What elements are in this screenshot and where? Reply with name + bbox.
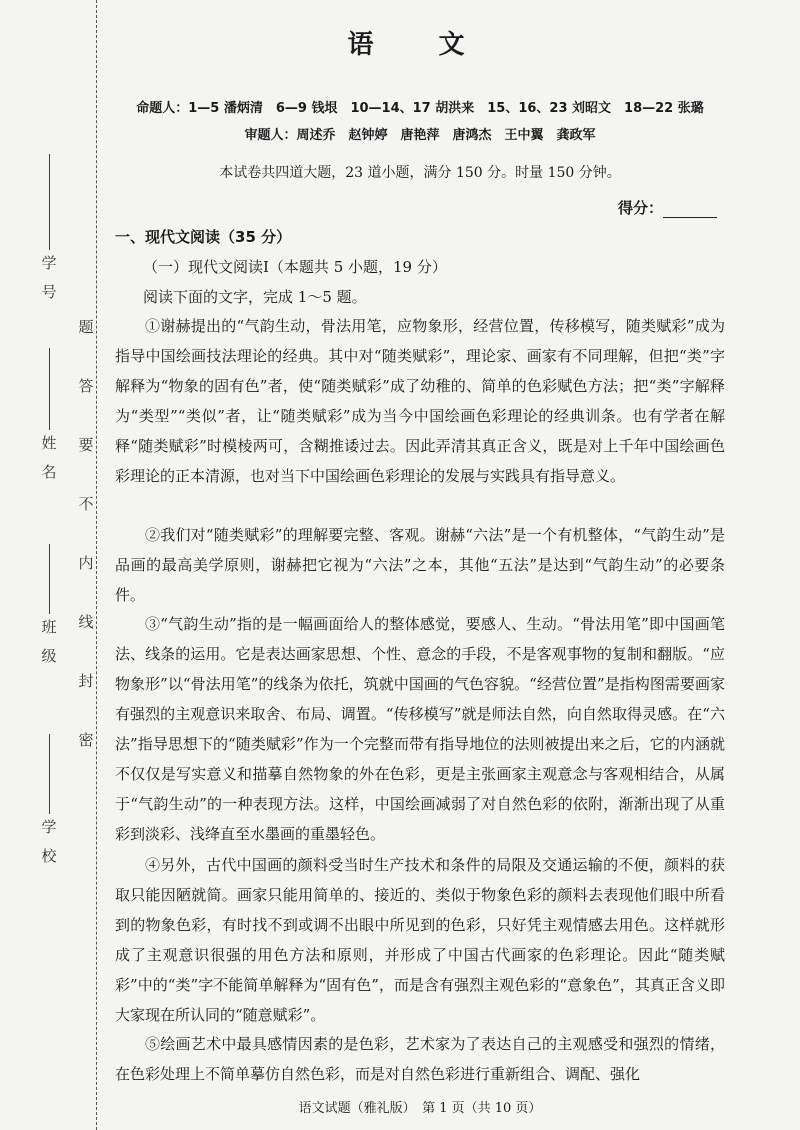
passage-paragraph-3: ③“气韵生动”指的是一幅画面给人的整体感觉，要感人、生动。“骨法用笔”即中国画笔法、线条的运用。它是表达画家思想、个性、意念的手段，不是客观事物的复制和翻版。“应物象形”以“骨法用笔”的线条为依托，筑就中国画的气色容貌。“经营位置”是指构图需要画家有强烈的主观意识来取舍、布局、调置。“传移模写”就是师法自然，向自然取得灵感。在“六法”指导思想下的“随类赋彩”作为一个完整而带有指导地位的法则被提出来之后，它的内涵就不仅仅是写实意义和描摹自然物象的外在色彩，更是主张画家主观意念与客观相结合，从属于“气韵生动”的一种表现方法。这样，中国绘画减弱了对自然色彩的依附，渐渐出现了从重彩到淡彩、浅绛直至水墨画的重墨轻色。	[115, 615, 725, 843]
binding-char: 不	[78, 495, 94, 513]
exam-page	[115, 0, 725, 1130]
binding-char: 题	[78, 318, 94, 336]
binding-char: 内	[78, 554, 94, 572]
page-footer: 语文试题（雅礼版） 第 1 页（共 10 页）	[298, 1101, 542, 1116]
student-name-label: 姓 名	[41, 434, 57, 481]
score-blank[interactable]	[663, 203, 717, 218]
binding-char: 答	[78, 377, 94, 395]
school-field[interactable]	[38, 730, 60, 878]
reading-instruction: 阅读下面的文字，完成 1～5 题。	[143, 288, 367, 306]
passage-paragraph-2: ②我们对“随类赋彩”的理解要完整、客观。谢赫“六法”是一个有机整体，“气韵生动”是品画的最高美学原则，谢赫把它视为“六法”之本，其他“五法”是达到“气韵生动”的必要条件。	[115, 526, 725, 604]
school-line[interactable]	[49, 734, 50, 814]
class-label: 班 级	[41, 618, 57, 665]
binding-char: 要	[78, 436, 94, 454]
score-label: 得分：	[617, 199, 663, 217]
binding-warning	[76, 320, 96, 792]
exam-title: 语 文	[347, 30, 493, 60]
student-id-line[interactable]	[49, 154, 50, 250]
class-line[interactable]	[49, 544, 50, 614]
passage-paragraph-5: ⑤绘画艺术中最具感情因素的是色彩，艺术家为了表达自己的主观感受和强烈的情绪，在色彩处理上不简单摹仿自然色彩，而是对自然色彩进行重新组合、调配、强化	[115, 1035, 725, 1083]
proposers-line: 命题人：1—5 潘炳清 6—9 钱垠 10—14、17 胡洪来 15、16、23 刘昭文 18—22 张璐	[136, 101, 704, 116]
class-field[interactable]	[38, 540, 60, 678]
binding-dashed-line	[96, 0, 97, 1130]
reviewers-line: 审题人：周述乔 赵钟婷 唐艳萍 唐鸿杰 王中翼 龚政军	[244, 128, 596, 143]
binding-char: 线	[78, 613, 94, 631]
binding-margin	[0, 0, 108, 1130]
student-id-field[interactable]	[38, 150, 60, 314]
passage-paragraph-1: ①谢赫提出的“气韵生动，骨法用笔，应物象形，经营位置，传移模写，随类赋彩”成为指导中国绘画技法理论的经典。其中对“随类赋彩”，理论家、画家有不同理解，但把“类”字解释为“物象的固有色”者，使“随类赋彩”成了幼稚的、简单的色彩赋色方法；把“类”字解释为“类型”“类似”者，让“随类赋彩”成为当今中国绘画色彩理论的经典训条。也有学者在解释“随类赋彩”时模棱两可，含糊推诿过去。因此弄清其真正含义，既是对上千年中国绘画色彩理论的正本清源，也对当下中国绘画色彩理论的发展与实践具有指导意义。	[115, 317, 725, 485]
binding-char: 密	[78, 731, 94, 749]
exam-notice: 本试卷共四道大题，23 道小题，满分 150 分。时量 150 分钟。	[219, 165, 621, 181]
passage-paragraph-4: ④另外，古代中国画的颜料受当时生产技术和条件的局限及交通运输的不便，颜料的获取只能因陋就简。画家只能用简单的、接近的、类似于物象色彩的颜料去表现他们眼中所看到的物象色彩，有时找不到或调不出眼中所见到的色彩，只好凭主观情感去用色。这样就形成了主观意识很强的用色方法和原则，并形成了中国古代画家的色彩理论。因此“随类赋彩”中的“类”字不能简单解释为“固有色”，而是含有强烈主观色彩的“意象色”，其真正含义即大家现在所认同的“随意赋彩”。	[115, 856, 725, 1024]
subsection-heading: （一）现代文阅读Ⅰ（本题共 5 小题，19 分）	[143, 258, 447, 276]
section-heading: 一、现代文阅读（35 分）	[115, 228, 292, 246]
student-id-label: 学 号	[41, 254, 57, 301]
student-name-line[interactable]	[49, 348, 50, 430]
binding-char: 封	[78, 672, 94, 690]
score-box[interactable]	[618, 197, 717, 218]
school-label: 学 校	[41, 818, 57, 865]
student-name-field[interactable]	[38, 344, 60, 494]
